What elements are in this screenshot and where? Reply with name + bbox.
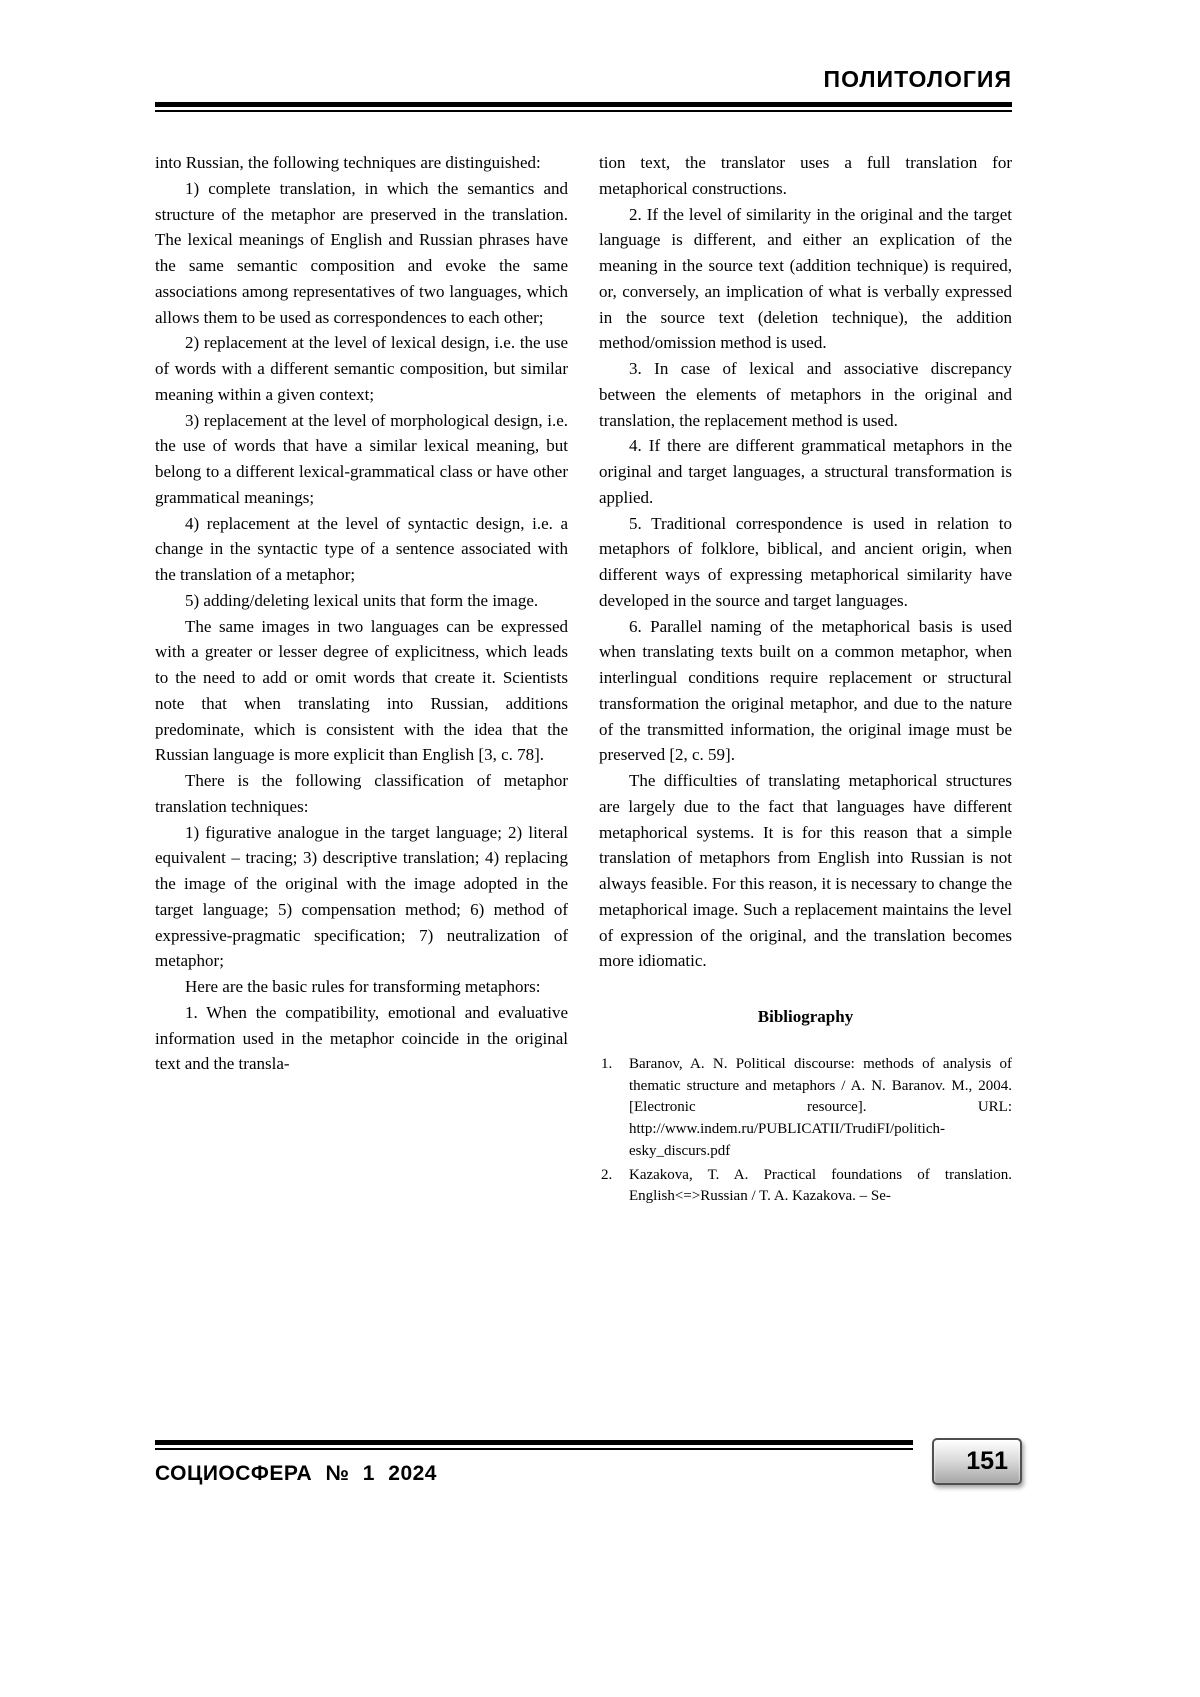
paragraph: 1) complete translation, in which the semantics and structure of the metaphor are preserved in the translation. The lexical meanings of English and Russian phrases have the same semantic composition and evoke the same associations among representatives of two languages, which allows them to be used as correspondences to each other; — [155, 178, 568, 327]
page-number: 151 — [966, 1447, 1008, 1475]
paragraph: 3. In case of lexical and associative discrepancy between the elements of metaphors in the original and translation, the replacement method is used. — [599, 359, 1012, 430]
column-left — [155, 150, 568, 1210]
bibliography-item — [599, 1054, 1012, 1163]
paragraph: 1) figurative analogue in the target language; 2) literal equivalent – tracing; 3) descriptive translation; 4) replacing the image of the original with the image adopted in the target language; 5) compensation method; 6) method of expressive-pragmatic specification; 7) neutralization of metaphor; — [155, 822, 568, 971]
article-body — [155, 150, 1012, 1210]
paragraph: 6. Parallel naming of the metaphorical basis is used when translating texts built on a common metaphor, when interlingual conditions require replacement or structural transformation the original metaphor, and due to the nature of the transmitted information, the original image must be preserved [2, c. 59]. — [599, 616, 1012, 765]
paragraph: There is the following classification of metaphor translation techniques: — [155, 771, 568, 816]
paragraph: 3) replacement at the level of morphological design, i.e. the use of words that have a similar lexical meaning, but belong to a different lexical-grammatical class or have other grammatical meanings; — [155, 410, 568, 507]
header-rule-thick — [155, 102, 1012, 107]
paragraph: 2) replacement at the level of lexical design, i.e. the use of words with a different semantic composition, but similar meaning within a given context; — [155, 333, 568, 404]
paragraph: 5) adding/deleting lexical units that form the image. — [185, 590, 539, 610]
column-right — [599, 150, 1012, 1210]
page-number-box — [932, 1438, 1022, 1485]
page-header — [155, 66, 1012, 112]
paragraph: 2. If the level of similarity in the original and the target language is different, and either an explication of the meaning in the source text (addition technique) is required, or, conversely, an implication of what is verbally expressed in the source text (deletion technique), the addition method/omission method is used. — [599, 204, 1012, 353]
footer-rule-thick — [155, 1440, 913, 1445]
footer-rule-thin — [155, 1448, 913, 1450]
paragraph-continuation: tion text, the translator uses a full translation for metaphorical constructions. — [599, 153, 1012, 198]
bibliography-title: Bibliography — [757, 1007, 854, 1026]
paragraph: 4) replacement at the level of syntactic design, i.e. a change in the syntactic type of a sentence associated with the translation of a metaphor; — [155, 513, 568, 584]
paragraph: 1. When the compatibility, emotional and evaluative information used in the metaphor coincide in the original text and the transla- — [155, 1002, 568, 1074]
paragraph: Here are the basic rules for transforming metaphors: — [185, 977, 541, 996]
paragraph-continuation: into Russian, the following techniques are distinguished: — [155, 153, 541, 172]
bibliography-item-text: Kazakova, T. A. Practical foundations of translation. English<=>Russian / T. A. Kazakova. – Se- — [629, 1166, 1012, 1205]
bibliography-item-number: 2. — [601, 1166, 613, 1183]
bibliography-item-number: 1. — [601, 1055, 613, 1072]
paragraph: 4. If there are different grammatical metaphors in the original and target languages, a structural transformation is applied. — [599, 436, 1012, 507]
bibliography-item — [599, 1165, 1012, 1209]
footer-rules — [155, 1440, 913, 1450]
section-title: ПОЛИТОЛОГИЯ — [823, 66, 1012, 92]
paragraph: The difficulties of translating metaphorical structures are largely due to the fact that languages have different metaphorical systems. It is for this reason that a simple translation of metaphors from English into Russian is not always feasible. For this reason, it is necessary to change the metaphorical image. Such a replacement maintains the level of expression of the original, and the translation becomes more idiomatic. — [599, 771, 1012, 971]
journal-name: СОЦИОСФЕРА № 1 2024 — [155, 1462, 437, 1485]
paragraph: The same images in two languages can be expressed with a greater or lesser degree of explicitness, which leads to the need to add or omit words that create it. Scientists note that when translating into Russian, additions predominate, which is consistent with the idea that the Russian language is more explicit than English [3, c. 78]. — [155, 616, 568, 765]
bibliography-item-text: Baranov, A. N. Political discourse: methods of analysis of thematic structure and metaphors / A. N. Baranov. M., 2004. [Electronic resource]. URL: http://www.indem.ru/PUBLICATII/TrudiFI/politich-esky_discurs.pdf — [629, 1055, 1012, 1159]
paragraph: 5. Traditional correspondence is used in relation to metaphors of folklore, biblical, and ancient origin, when different ways of expressing metaphorical similarity have developed in the source and target languages. — [599, 513, 1012, 610]
header-rule-thin — [155, 110, 1012, 112]
